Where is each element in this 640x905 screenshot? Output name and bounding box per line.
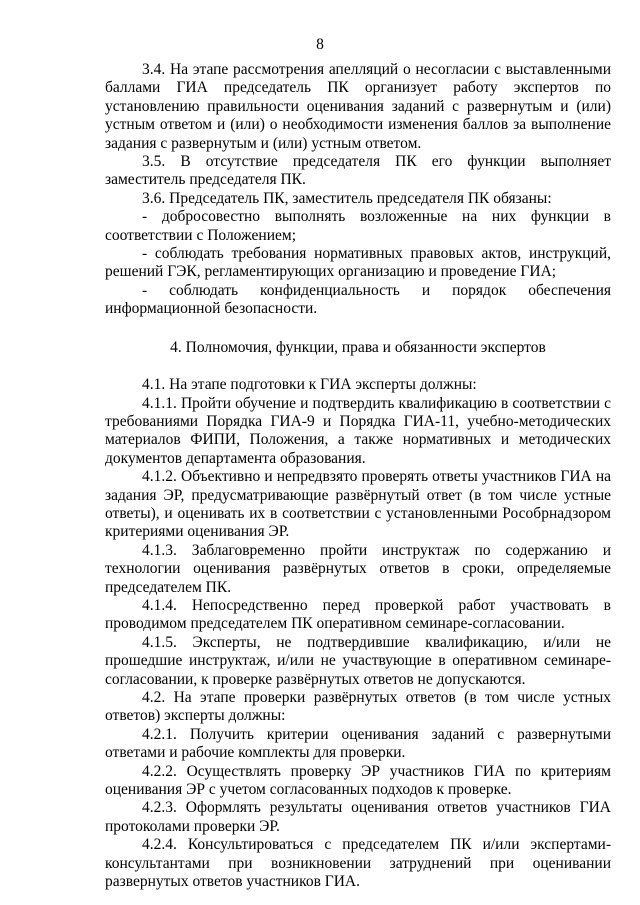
document-body — [105, 61, 611, 891]
page-number: 8 — [316, 36, 324, 53]
paragraph-4-2-3: 4.2.3. Оформлять результаты оценивания ответов участников ГИА протоколами проверки ЭР. — [105, 799, 611, 835]
paragraph-4-2-4: 4.2.4. Консультироваться с председателем ПК и/или экспертами-консультантами при возникновении затруднений при оценивании развернутых ответов участников ГИА. — [105, 836, 611, 891]
paragraph-4-2-2: 4.2.2. Осуществлять проверку ЭР участников ГИА по критериям оценивания ЭР с учетом согласованных подходов к проверке. — [105, 762, 611, 799]
list-item-duties-1: - добросовестно выполнять возложенные на них функции в соответствии с Положением; — [105, 208, 611, 244]
paragraph-4-1: 4.1. На этапе подготовки к ГИА эксперты должны: — [142, 376, 477, 394]
paragraph-4-1-2: 4.1.2. Объективно и непредвзято проверять ответы участников ГИА на задания ЭР, предусматривающие развёрнутый ответ (в том числе устные ответы), и оценивать их в соответствии с установленными Рособрнадзором критериями оценивания ЭР. — [105, 468, 611, 541]
paragraph-4-2-1: 4.2.1. Получить критерии оценивания заданий с развернутыми ответами и рабочие комплекты для проверки. — [105, 725, 611, 762]
list-item-duties-2: - соблюдать требования нормативных правовых актов, инструкций, решений ГЭК, регламентирующих организацию и проведение ГИА; — [105, 245, 611, 281]
paragraph-4-1-4: 4.1.4. Непосредственно перед проверкой работ участвовать в проводимом председателем ПК оперативном семинаре-согласовании. — [105, 596, 611, 633]
paragraph-4-1-5: 4.1.5. Эксперты, не подтвердившие квалификацию, и/или не прошедшие инструктаж, и/или не участвующие в оперативном семинаре-согласовании, к проверке развёрнутых ответов не допускаются. — [105, 633, 611, 688]
list-item-duties-3: - соблюдать конфиденциальность и порядок обеспечения информационной безопасности. — [105, 281, 611, 318]
paragraph-4-2: 4.2. На этапе проверки развёрнутых ответов (в том числе устных ответов) эксперты должны: — [105, 689, 611, 725]
paragraph-4-1-1: 4.1.1. Пройти обучение и подтвердить квалификацию в соответствии с требованиями Порядка ГИА-9 и Порядка ГИА-11, учебно-методических материалов ФИПИ, Положения, а также нормативных и методических документов департамента образования. — [105, 394, 611, 467]
paragraph-3-5: 3.5. В отсутствие председателя ПК его функции выполняет заместитель председателя ПК. — [105, 153, 611, 189]
paragraph-3-6: 3.6. Председатель ПК, заместитель председателя ПК обязаны: — [142, 189, 552, 207]
paragraph-3-4: 3.4. На этапе рассмотрения апелляций о несогласии с выставленными баллами ГИА председатель ПК организует работу экспертов по установлению правильности оценивания заданий с развернутым и (или) устным ответом и (или) о необходимости изменения баллов за выполнение задания с развернутым и (или) устным ответом. — [105, 61, 611, 152]
paragraph-4-1-3: 4.1.3. Заблаговременно пройти инструктаж по содержанию и технологии оценивания развёрнутых ответов в сроки, определяемые председателем ПК. — [105, 541, 611, 596]
section-heading: 4. Полномочия, функции, права и обязанности экспертов — [170, 338, 546, 356]
